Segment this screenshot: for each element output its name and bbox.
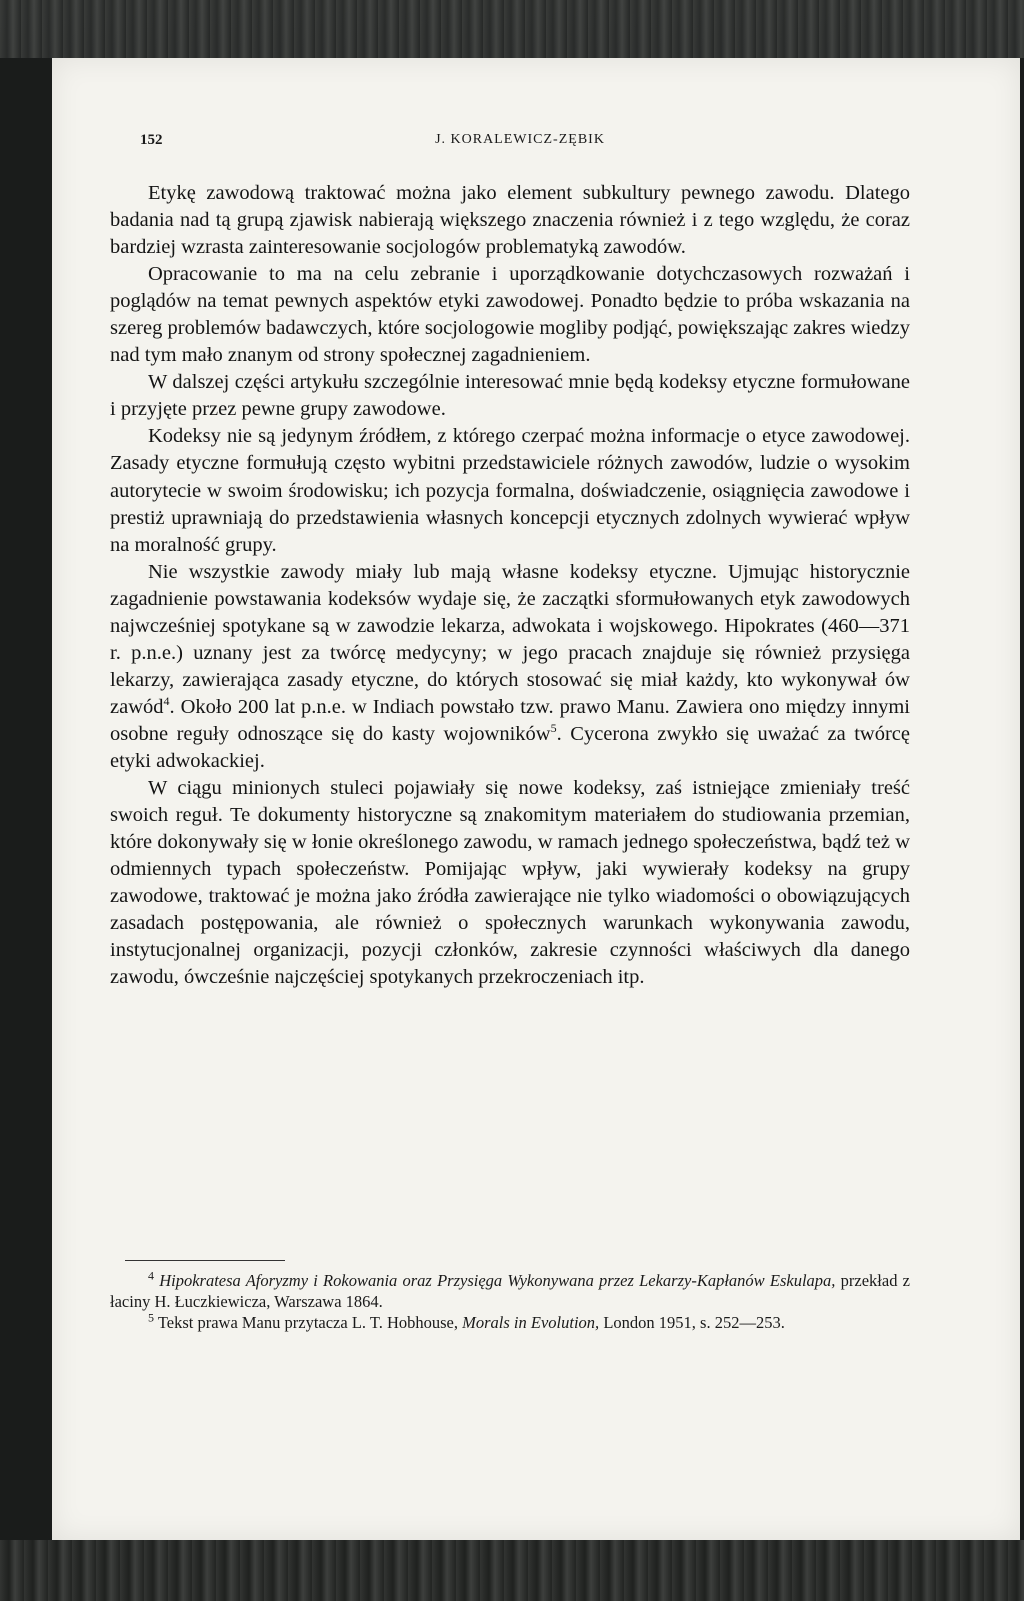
paragraph: Opracowanie to ma na celu zebranie i uporządkowanie dotychczasowych rozważań i poglądów na temat pewnych aspektów etyki zawodowej. Ponadto będzie to próba wskazania na szereg problemów badawczych, które socjologowie mogliby podjąć, powiększając zakres wiedzy nad tym mało znanym od strony społecznej zagadnieniem. <box>110 263 910 367</box>
paragraph: Etykę zawodową traktować można jako element subkultury pewnego zawodu. Dlatego badania nad tą grupą zjawisk nabierają większego znaczenia również i z tego względu, że coraz bardziej wzrasta zainteresowanie socjologów problematyką zawodów. <box>110 182 910 259</box>
paragraph-text: Nie wszystkie zawody miały lub mają własne kodeksy etyczne. Ujmując historycznie zagadnienie powstawania kodeksów wydaje się, że zaczątki sformułowanych etyk zawodowych najwcześniej spotykane są w zawodzie lekarza, adwokata i wojskowego. Hipokrates (460—371 r. p.n.e.) uznany jest za twórcę medycyny; w jego pracach znajduje się również przysięga lekarzy, zawierająca zasady etyczne, do których stosować się miał każdy, kto wykonywał ów zawód <box>110 560 910 718</box>
page-header <box>140 132 900 156</box>
footnote-title: Hipokratesa Aforyzmy i Rokowania oraz Przysięga Wykonywana przez Lekarzy-Kapłanów Eskulapa, <box>159 1271 836 1290</box>
footnote-title: Morals in Evolution, <box>462 1313 600 1332</box>
page-number: 152 <box>140 132 163 148</box>
footnote-number: 5 <box>148 1310 154 1325</box>
footnote-reference: 4 <box>163 694 170 709</box>
footnote-text: przekład z łaciny H. Łuczkiewicza, Warszawa 1864. <box>110 1271 910 1311</box>
paragraph <box>110 559 910 775</box>
footnote-text: Tekst prawa Manu przytacza L. T. Hobhouse, <box>154 1313 463 1332</box>
footnote-reference: 5 <box>550 721 557 736</box>
paragraph: Kodeksy nie są jedynym źródłem, z którego czerpać można informacje o etyce zawodowej. Zasady etyczne formułują często wybitni przedstawiciele różnych zawodów, ludzie o wysokim autorytecie w swoim środowisku; ich pozycja formalna, doświadczenie, osiągnięcia zawodowe i prestiż uprawniają do przedstawienia własnych koncepcji etycznych zdolnych wywierać wpływ na moralność grupy. <box>110 425 910 556</box>
footnote-text: London 1951, s. 252—253. <box>599 1313 785 1332</box>
footnote-5 <box>110 1312 910 1333</box>
running-head: J. KORALEWICZ-ZĘBIK <box>435 132 605 147</box>
paragraph-text: . Około 200 lat p.n.e. w Indiach powstało tzw. prawo Manu. Zawiera ono między innymi osobne reguły odnoszące się do kasty wojowników <box>110 695 910 745</box>
paragraph: W ciągu minionych stuleci pojawiały się nowe kodeksy, zaś istniejące zmieniały treść swoich reguł. Te dokumenty historyczne są znakomitym materiałem do studiowania przemian, które dokonywały się w łonie określonego zawodu, w ramach jednego społeczeństwa, bądź też w odmiennych typach społeczeństw. Pomijając wpływ, jaki wywierały kodeksy na grupy zawodowe, traktować je można jako źródła zawierające nie tylko wiadomości o obowiązujących zasadach postępowania, ale również o społecznych warunkach wykonywania zawodu, instytucjonalnej organizacji, pozycji członków, zakresie czynności właściwych dla danego zawodu, ówcześnie najczęściej spotykanych przekroczeniach itp. <box>110 777 910 989</box>
paragraph-text: . Cycerona zwykło się uważać za twórcę etyki adwokackiej. <box>110 722 911 772</box>
scan-top-edge <box>0 0 1024 58</box>
body-text <box>110 180 910 991</box>
scan-bottom-edge <box>0 1540 1024 1601</box>
footnote-divider <box>125 1260 285 1261</box>
footnote-number: 4 <box>148 1268 154 1283</box>
footnotes <box>110 1270 910 1333</box>
paragraph: W dalszej części artykułu szczególnie interesować mnie będą kodeksy etyczne formułowane i przyjęte przez pewne grupy zawodowe. <box>110 371 910 421</box>
footnote-4 <box>110 1270 910 1312</box>
